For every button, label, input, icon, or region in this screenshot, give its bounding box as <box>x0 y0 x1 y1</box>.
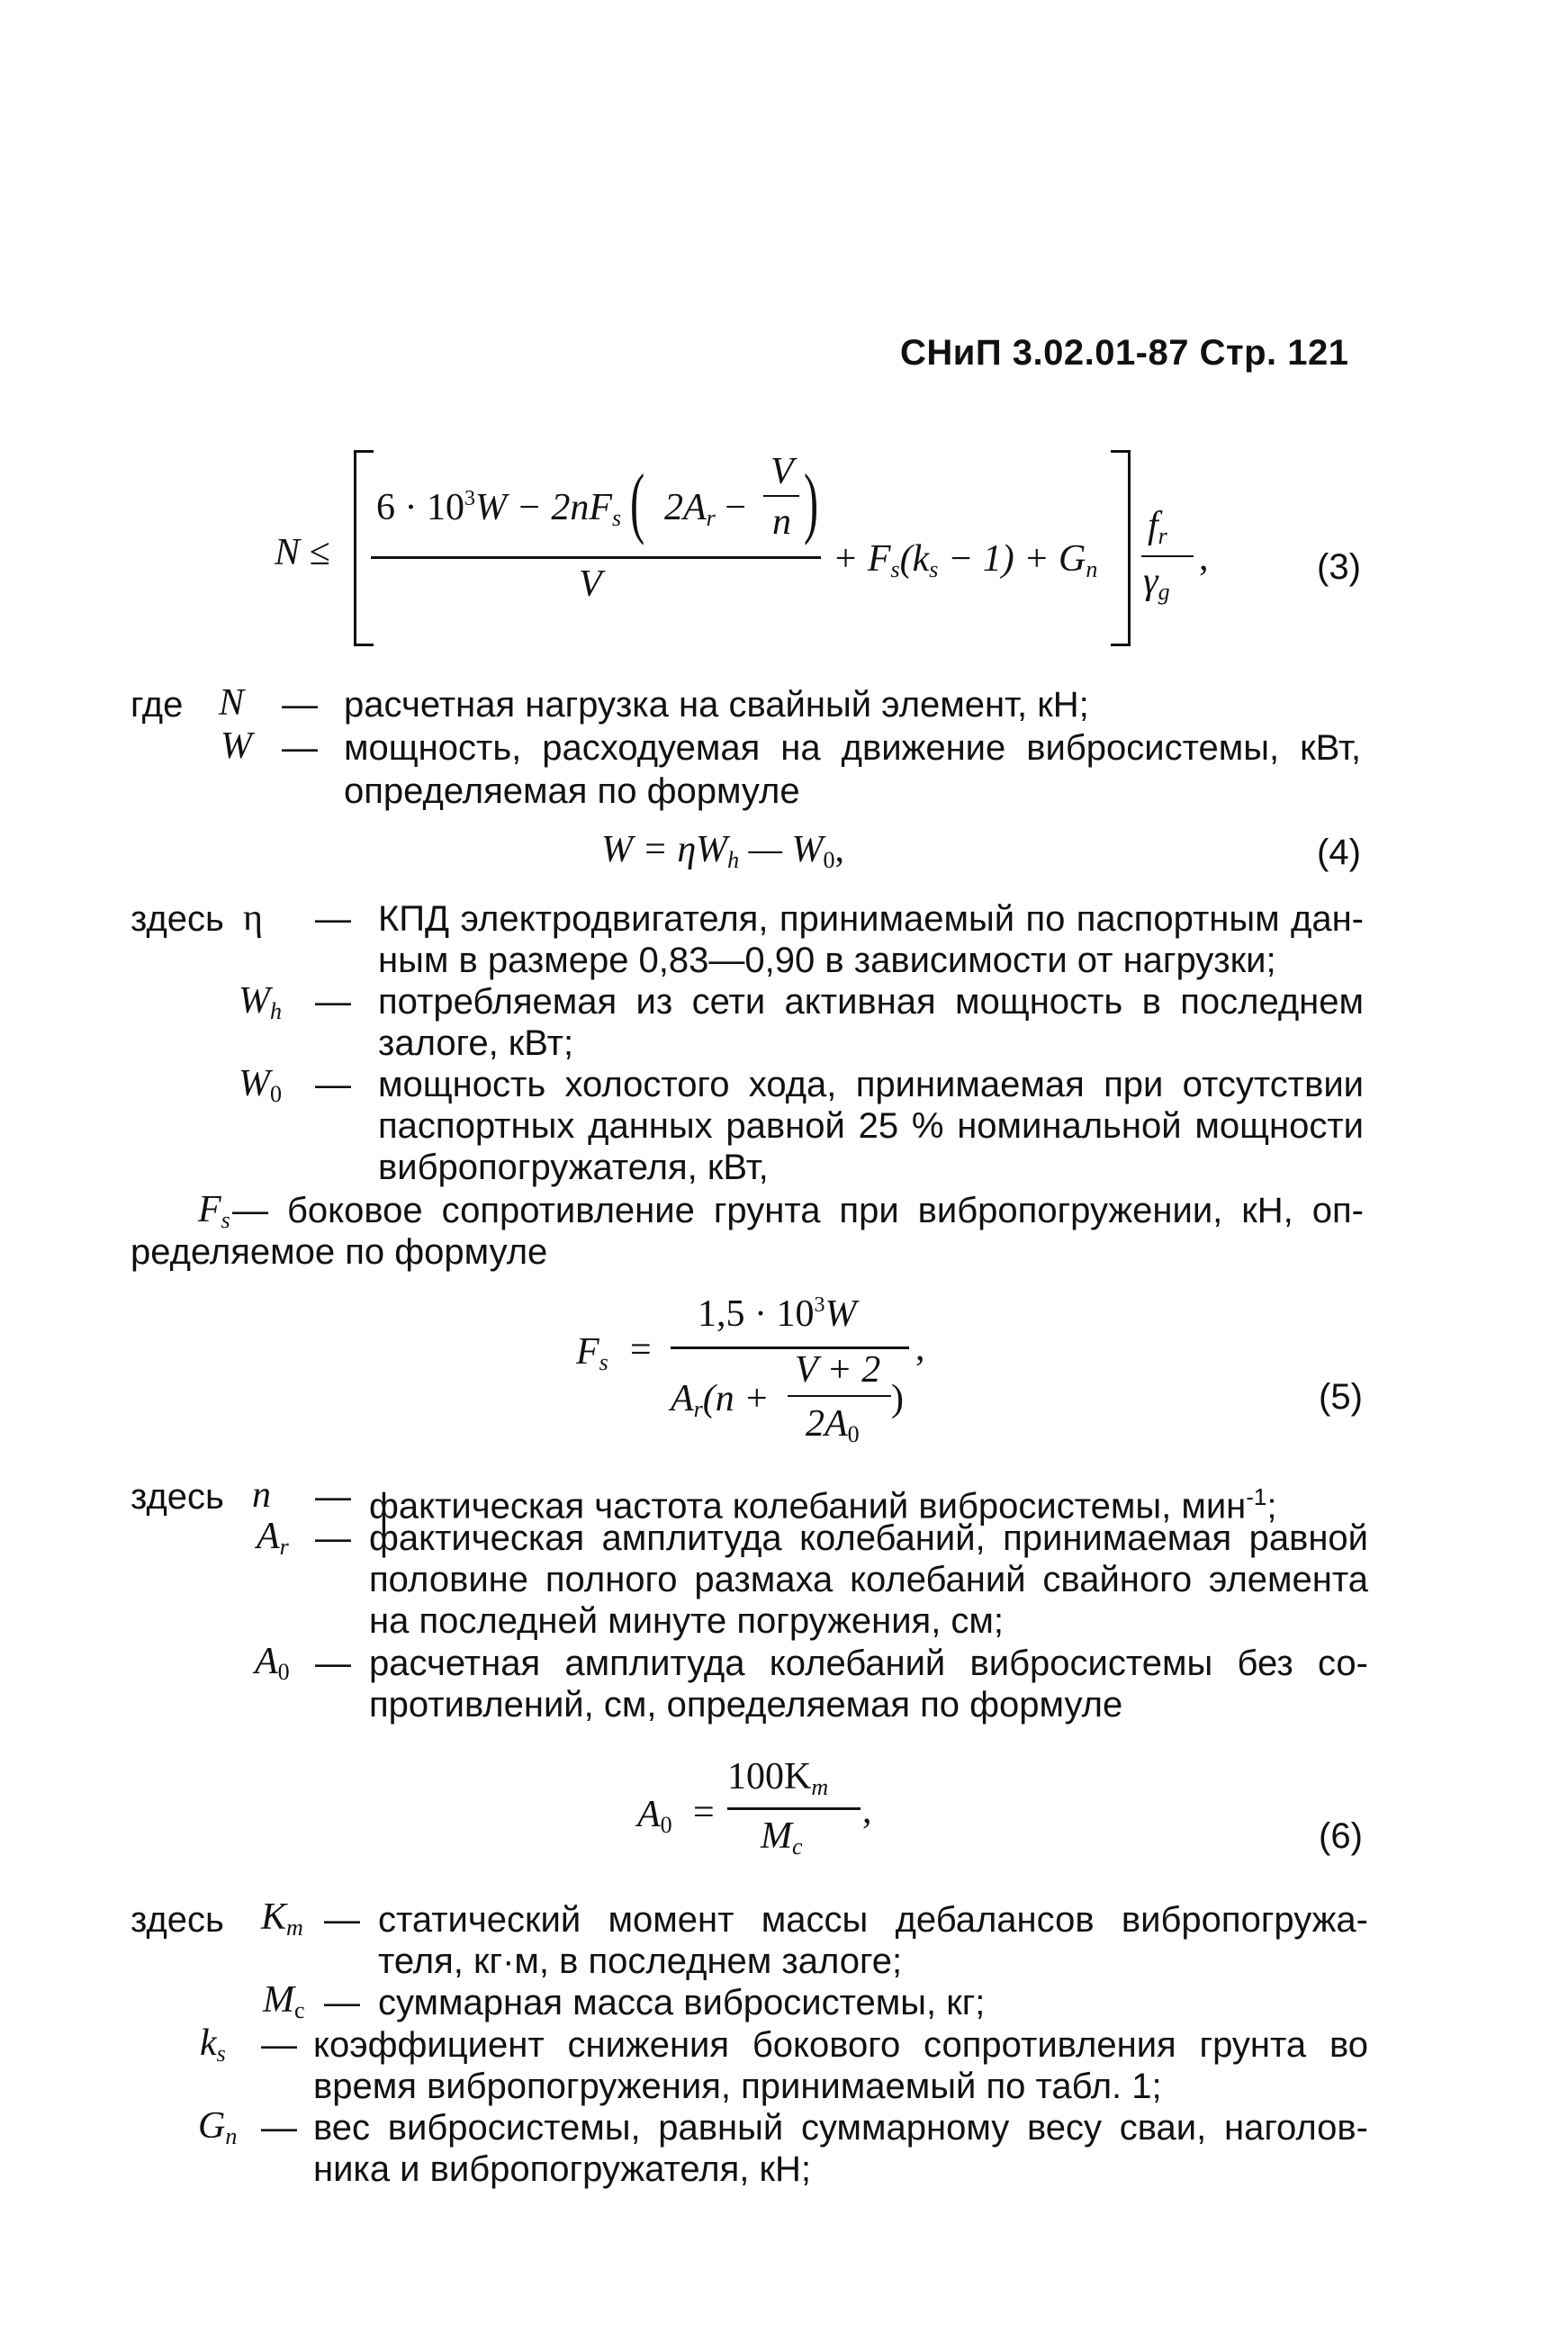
eq3-left-bracket-top <box>354 450 374 453</box>
eq3-right-bracket-bottom <box>1111 644 1131 646</box>
eq3-number: (3) <box>1317 547 1361 587</box>
dash: — <box>315 1518 351 1558</box>
eq6-numerator: $100K_m$ <box>727 1756 829 1800</box>
here-label: здесь <box>131 1477 224 1517</box>
def-W-line2: определяемая по формуле <box>344 771 800 811</box>
eq3-paren-open: ( <box>630 459 645 546</box>
eq5-number: (5) <box>1319 1377 1363 1417</box>
sym-N: N <box>219 682 245 724</box>
dash: — <box>315 1477 351 1517</box>
eq5-close: ) <box>891 1378 904 1419</box>
eq3-fr-bot: $\gamma_g$ <box>1143 561 1170 605</box>
def-ks-line1: коэффициент снижения бокового сопротивления грунта во <box>313 2025 1368 2065</box>
eq3-paren-content: $2A_r$ − <box>664 487 746 531</box>
dash: — <box>315 982 351 1022</box>
def-ks-line2: время вибропогружения, принимаемый по табл. 1; <box>313 2067 1162 2106</box>
eq6-comma: , <box>862 1790 872 1832</box>
eq3-numerator: $6 \cdot 10^3W - 2nF_s$ <box>376 487 622 531</box>
eq3-inner-frac-top: V <box>770 451 794 492</box>
eq3-left-bracket <box>354 450 356 646</box>
def-n-text: фактическая частота колебаний вибросистемы, мин$^{-1}$; <box>369 1483 1277 1527</box>
dash: — <box>261 2025 297 2065</box>
def-Ar-line2: половине полного размаха колебаний свайного элемента <box>369 1560 1368 1599</box>
dash: — <box>324 1900 360 1940</box>
def-Fs-line1: — боковое сопротивление грунта при вибропогружении, кН, оп- <box>232 1191 1364 1230</box>
eq3-paren-close: ) <box>804 459 819 546</box>
dash: — <box>324 1983 360 2022</box>
eq6-frac-bar <box>727 1807 861 1810</box>
eq5-comma: , <box>915 1328 925 1369</box>
dash: — <box>282 728 318 768</box>
eq4-expression: $W = \eta W_h$ — $W_0$, <box>601 829 844 873</box>
def-A0-line2: противлений, см, определяемая по формуле <box>369 1685 1123 1725</box>
sym-Wh: $W_h$ <box>239 980 282 1024</box>
def-Gn-line1: вес вибросистемы, равный суммарному весу сваи, наголов- <box>313 2108 1368 2148</box>
eq3-fr-top: $f_r$ <box>1148 505 1167 549</box>
def-Km-line2: теля, кг·м, в последнем залоге; <box>378 1941 903 1981</box>
sym-Gn: $G_n$ <box>198 2105 238 2149</box>
eq5-inner-bot: $2A_0$ <box>806 1403 860 1447</box>
eq3-main-frac-bar <box>371 556 821 559</box>
eq3-inner-frac-bot: n <box>772 501 791 543</box>
where-label: где <box>131 685 184 725</box>
dash: — <box>261 2108 297 2148</box>
sym-W0: $W_0$ <box>239 1063 282 1107</box>
eq3-comma: , <box>1199 537 1209 579</box>
eq4-number: (4) <box>1317 833 1361 872</box>
def-A0-line1: расчетная амплитуда колебаний вибросистемы без со- <box>369 1644 1368 1683</box>
def-W0-line1: мощность холостого хода, принимаемая при отсутствии <box>378 1065 1364 1104</box>
sym-A0: $A_0$ <box>255 1641 290 1685</box>
sym-Ar: $A_r$ <box>257 1516 289 1560</box>
def-Km-line1: статический момент массы дебалансов вибропогружа- <box>378 1900 1368 1940</box>
eq6-number: (6) <box>1319 1816 1363 1856</box>
def-Mc-text: суммарная масса вибросистемы, кг; <box>378 1983 986 2022</box>
def-eta-line1: КПД электродвигателя, принимаемый по паспортным дан- <box>378 899 1364 939</box>
eq6-lhs: $A_0$ <box>637 1794 672 1838</box>
eq3-lhs: N ≤ <box>275 532 330 573</box>
here-label: здесь <box>131 1900 224 1940</box>
sym-ks: $k_s$ <box>200 2022 226 2067</box>
page-header: СНиП 3.02.01-87 Стр. 121 <box>900 333 1349 373</box>
sym-n: n <box>252 1474 271 1516</box>
def-eta-line2: ным в размере 0,83—0,90 в зависимости от нагрузки; <box>378 941 1276 980</box>
def-Gn-line2: ника и вибропогружателя, кН; <box>313 2149 812 2189</box>
sym-Mc: $M_c$ <box>263 1979 305 2023</box>
def-W0-line2: паспортных данных равной 25 % номинальной мощности <box>378 1106 1364 1146</box>
def-Ar-line1: фактическая амплитуда колебаний, принимаемая равной <box>369 1518 1368 1558</box>
eq5-lhs: $F_s$ <box>576 1331 608 1375</box>
def-Wh-line1: потребляемая из сети активная мощность в последнем <box>378 982 1364 1022</box>
def-Wh-line2: залоге, кВт; <box>378 1023 574 1063</box>
sym-W: W <box>221 725 252 767</box>
eq5-inner-frac-bar <box>788 1395 891 1397</box>
eq3-plus-terms: + $F_s(k_s - 1) + G_n$ <box>833 538 1098 582</box>
eq5-inner-top: V + 2 <box>795 1349 881 1391</box>
dash: — <box>315 899 351 939</box>
eq3-left-bracket-bottom <box>354 644 374 646</box>
dash: — <box>315 1644 351 1683</box>
eq5-den-a: $A_r(n$ + <box>671 1378 770 1422</box>
sym-eta: η <box>243 897 263 939</box>
eq6-equals: = <box>693 1792 715 1833</box>
dash: — <box>315 1065 351 1104</box>
def-W-line1: мощность, расходуемая на движение вибросистемы, кВт, <box>344 728 1361 768</box>
dash: — <box>282 685 318 725</box>
here-label: здесь <box>131 899 224 939</box>
eq5-equals: = <box>630 1329 652 1371</box>
eq3-inner-frac-bar <box>763 495 799 497</box>
eq6-denominator: $M_c$ <box>761 1815 803 1860</box>
eq5-numerator: $1,5 \cdot 10^3W$ <box>698 1293 857 1335</box>
def-Ar-line3: на последней минуте погружения, см; <box>369 1601 1005 1641</box>
eq3-denominator: V <box>579 563 602 605</box>
eq3-fr-bar <box>1141 555 1194 557</box>
eq3-right-bracket <box>1128 450 1131 646</box>
eq3-right-bracket-top <box>1111 450 1131 453</box>
def-N-text: расчетная нагрузка на свайный элемент, кН; <box>344 685 1089 725</box>
def-W0-line3: вибропогружателя, кВт, <box>378 1148 769 1187</box>
sym-Fs: $F_s$ <box>198 1189 230 1233</box>
def-Fs-line2: ределяемое по формуле <box>131 1232 548 1272</box>
sym-Km: $K_m$ <box>261 1896 303 1941</box>
